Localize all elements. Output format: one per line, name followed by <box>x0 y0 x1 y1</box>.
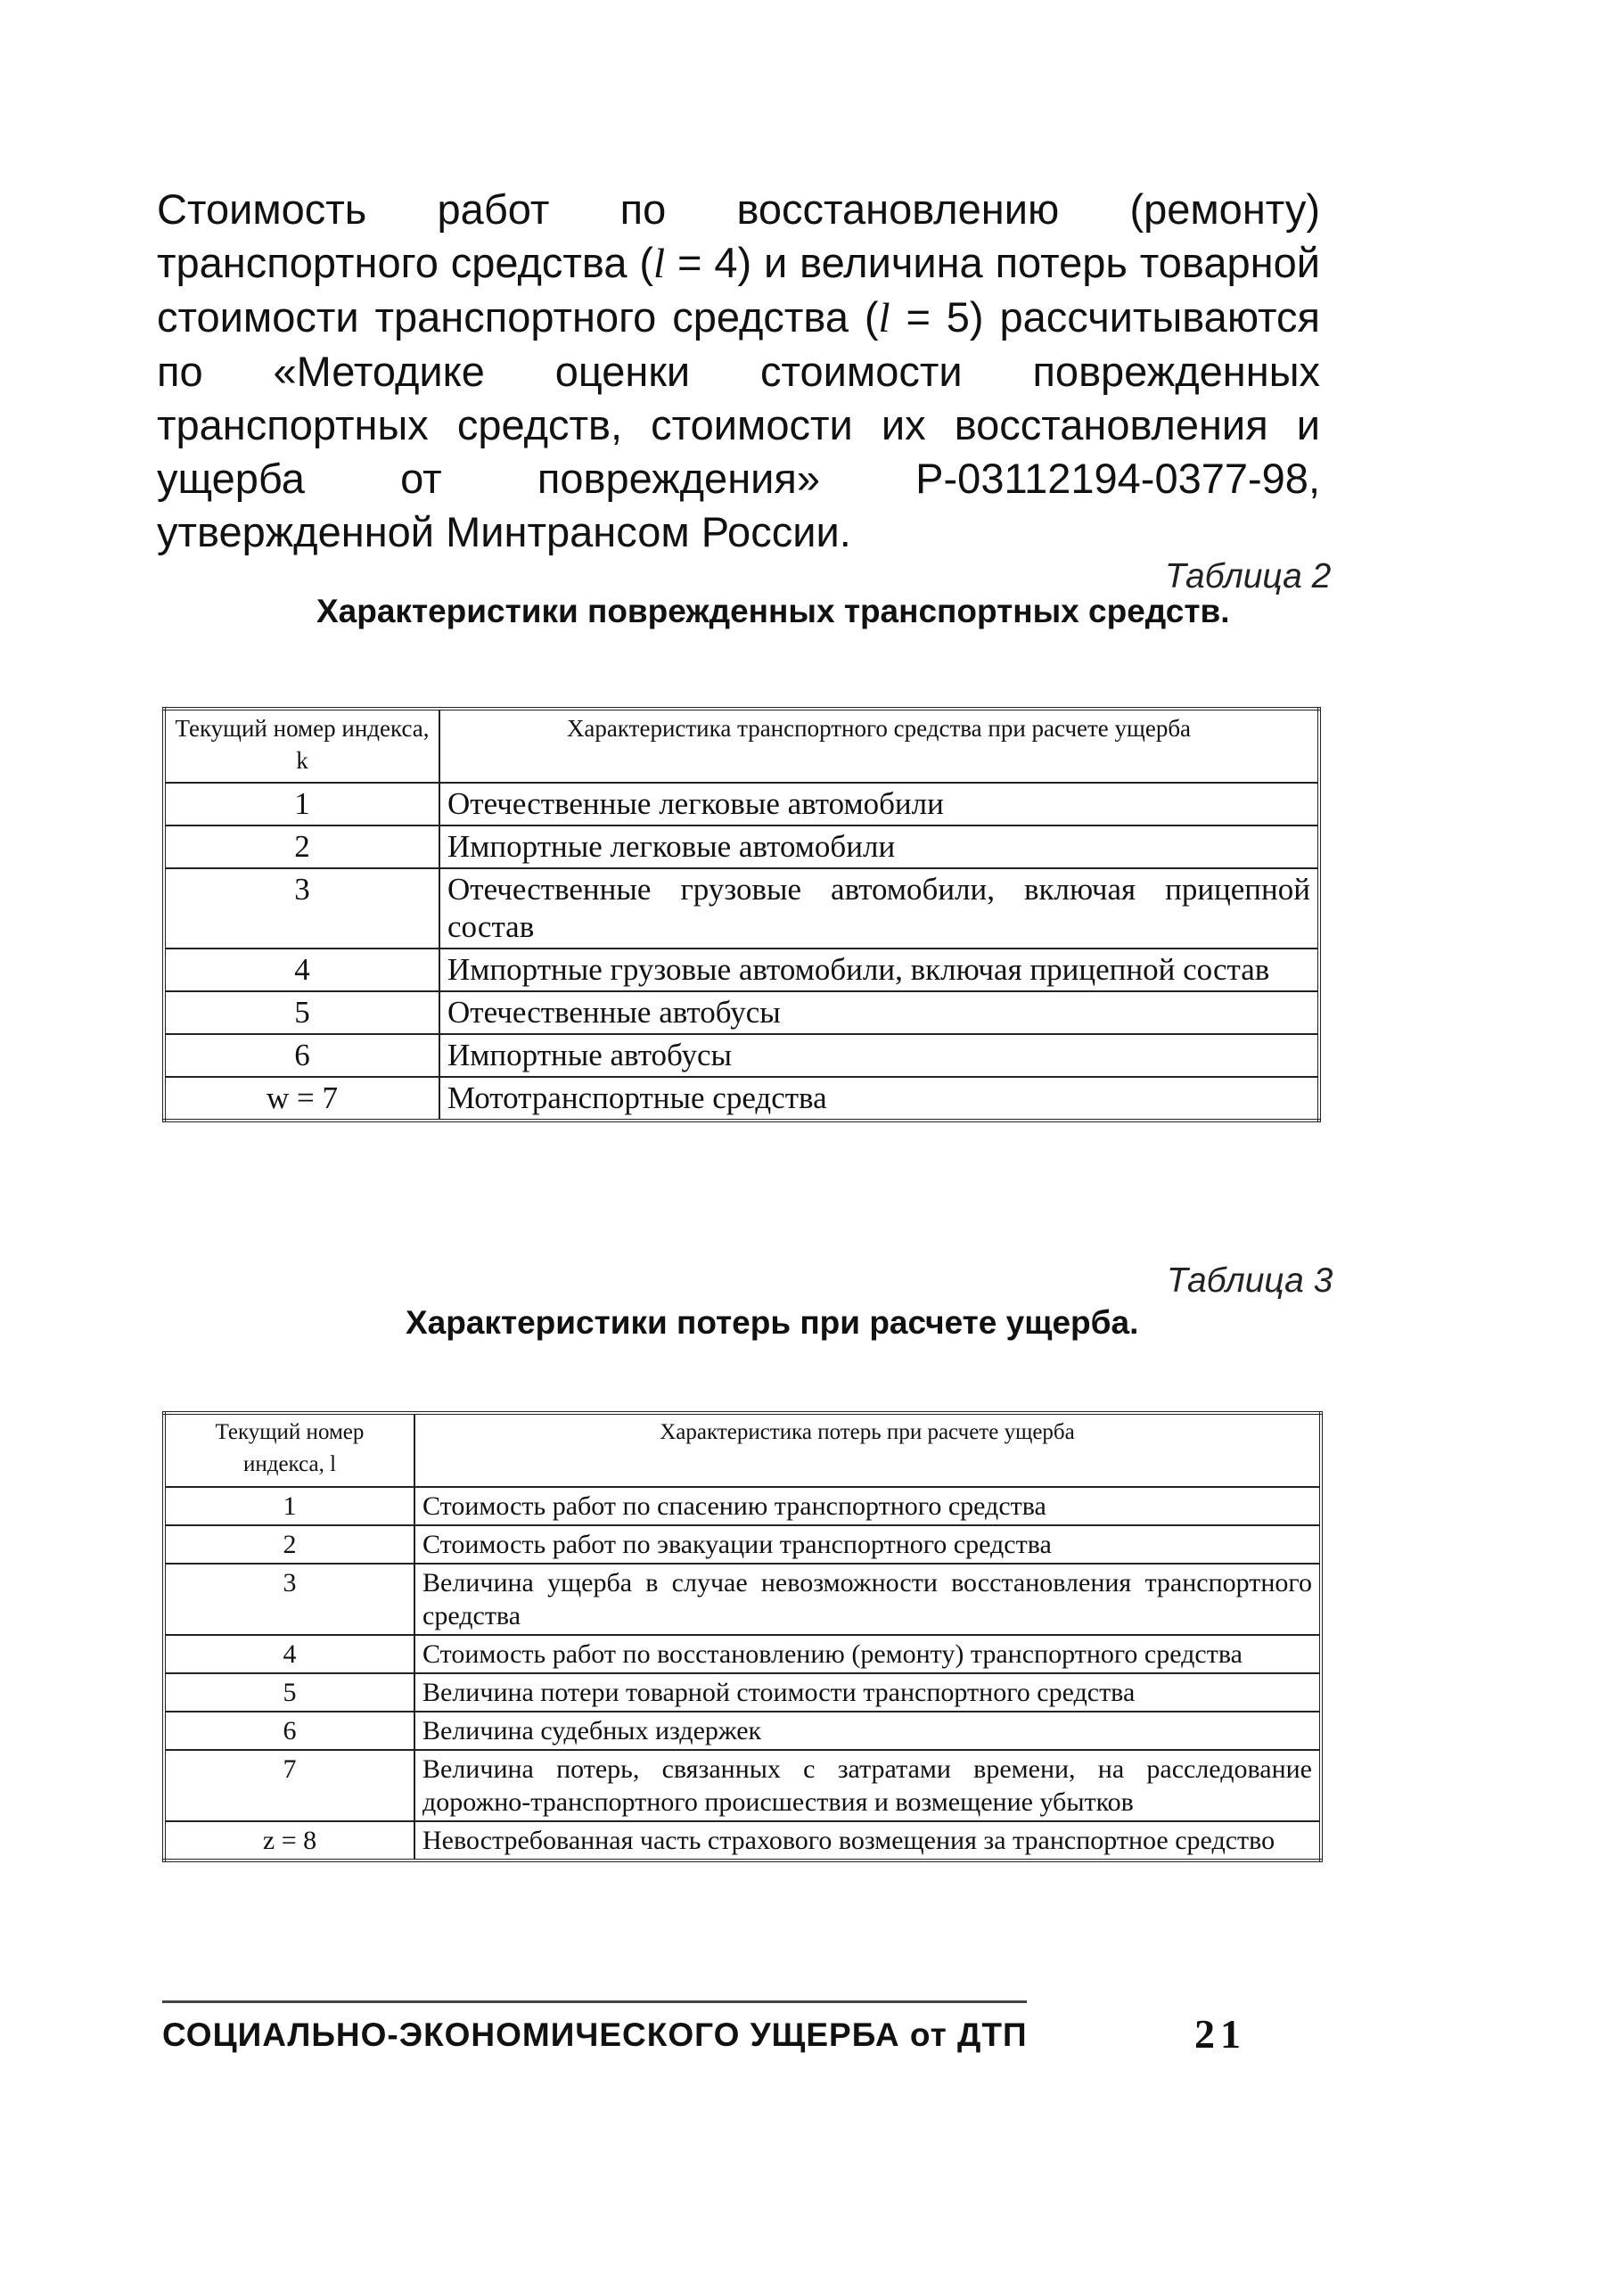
table3-caption: Таблица 3 <box>1167 1261 1333 1300</box>
footer-divider <box>162 2000 1027 2003</box>
body-paragraph <box>157 183 1320 559</box>
table2-title: Характеристики поврежденных транспортных средств. <box>316 593 1230 629</box>
paragraph-part: = 5) рассчитываются по «Методике оценки стоимости поврежденных транспортных средств, стоимости их восстановления и ущерба от повреждения» Р-03112194-0377-98, утвержденной Минтрансом России. <box>157 293 1320 555</box>
row-text: Стоимость работ по спасению транспортного средства <box>414 1487 1321 1525</box>
column-header-characteristic: Характеристика транспортного средства при расчете ущерба <box>439 709 1319 783</box>
row-text: Величина ущерба в случае невозможности восстановления транспортного средства <box>414 1564 1321 1635</box>
row-text: Отечественные автобусы <box>439 991 1319 1034</box>
table-row <box>164 991 1319 1034</box>
row-index: w = 7 <box>164 1077 439 1121</box>
table3 <box>162 1411 1323 1862</box>
table3-title: Характеристики потерь при расчете ущерба. <box>406 1304 1139 1341</box>
running-title: СОЦИАЛЬНО-ЭКОНОМИЧЕСКОГО УЩЕРБА от ДТП <box>162 2016 1028 2053</box>
row-index: z = 8 <box>164 1821 414 1860</box>
row-index: 1 <box>164 1487 414 1525</box>
row-text: Импортные легковые автомобили <box>439 825 1319 868</box>
paragraph-part: Стоимость работ по восстановлению (ремонту) транспортного средства ( <box>157 185 1320 286</box>
table-header-row <box>164 1413 1321 1487</box>
row-index: 4 <box>164 949 439 991</box>
row-index: 3 <box>164 868 439 949</box>
table-header-row <box>164 709 1319 783</box>
row-index: 3 <box>164 1564 414 1635</box>
table-row <box>164 1750 1321 1821</box>
paragraph-part: = 4) и величина потерь товарной стоимости транспортного средства ( <box>157 239 1321 341</box>
row-index: 2 <box>164 1525 414 1564</box>
row-text: Стоимость работ по восстановлению (ремонту) транспортного средства <box>414 1635 1321 1673</box>
row-index: 2 <box>164 825 439 868</box>
column-header-characteristic: Характеристика потерь при расчете ущерба <box>414 1413 1321 1487</box>
table-row <box>164 1487 1321 1525</box>
table-row <box>164 1077 1319 1121</box>
column-header-index: Текущий номер индекса, k <box>164 709 439 783</box>
row-index: 5 <box>164 1673 414 1712</box>
table-row <box>164 1673 1321 1712</box>
row-index: 5 <box>164 991 439 1034</box>
row-index: 6 <box>164 1712 414 1750</box>
table-row <box>164 1525 1321 1564</box>
row-text: Величина судебных издержек <box>414 1712 1321 1750</box>
row-text: Невостребованная часть страхового возмещения за транспортное средство <box>414 1821 1321 1860</box>
row-text: Отечественные легковые автомобили <box>439 783 1319 825</box>
table-row <box>164 1821 1321 1860</box>
row-text: Стоимость работ по эвакуации транспортного средства <box>414 1525 1321 1564</box>
table2-caption: Таблица 2 <box>1165 557 1332 595</box>
table-row <box>164 1635 1321 1673</box>
row-text: Величина потерь, связанных с затратами времени, на расследование дорожно-транспортного происшествия и возмещение убытков <box>414 1750 1321 1821</box>
table-row <box>164 1564 1321 1635</box>
table-row <box>164 825 1319 868</box>
table2 <box>162 707 1321 1122</box>
table-row <box>164 1034 1319 1077</box>
table-row <box>164 1712 1321 1750</box>
row-text: Импортные автобусы <box>439 1034 1319 1077</box>
row-index: 6 <box>164 1034 439 1077</box>
row-index: 4 <box>164 1635 414 1673</box>
table-row <box>164 949 1319 991</box>
variable-l: l <box>878 295 890 341</box>
row-text: Импортные грузовые автомобили, включая прицепной состав <box>439 949 1319 991</box>
column-header-index: Текущий номер индекса, l <box>164 1413 414 1487</box>
row-text: Отечественные грузовые автомобили, включая прицепной состав <box>439 868 1319 949</box>
table-row <box>164 783 1319 825</box>
row-text: Величина потери товарной стоимости транспортного средства <box>414 1673 1321 1712</box>
row-index: 7 <box>164 1750 414 1821</box>
variable-l: l <box>653 241 666 287</box>
row-text: Мототранспортные средства <box>439 1077 1319 1121</box>
table-row <box>164 868 1319 949</box>
row-index: 1 <box>164 783 439 825</box>
page-number: 21 <box>1194 2011 1246 2057</box>
